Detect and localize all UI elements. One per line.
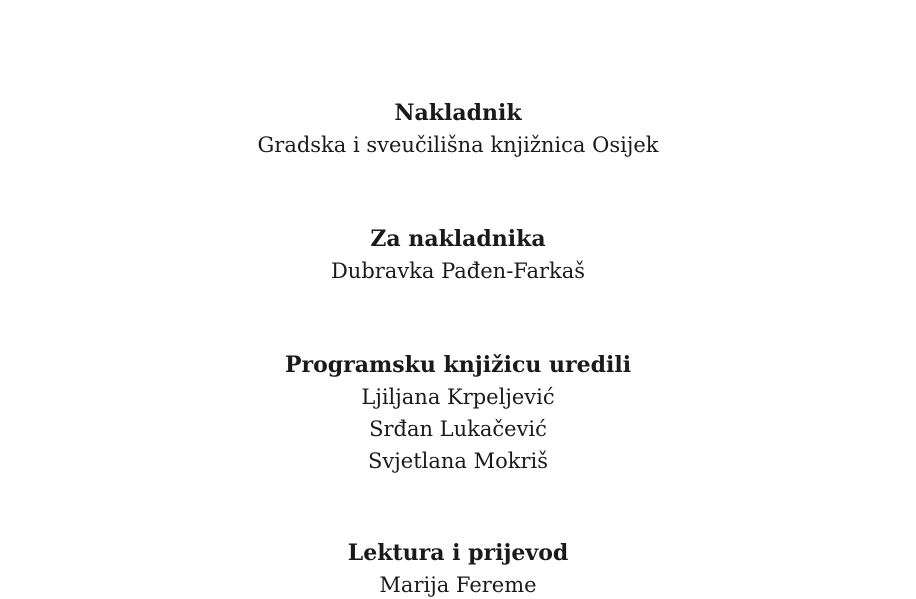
editors-heading: Programsku knjižicu uredili — [284, 352, 632, 378]
for-publisher-heading: Za nakladnika — [370, 226, 546, 252]
publisher-heading: Nakladnik — [394, 100, 522, 126]
proofreader-name: Marija Fereme — [379, 573, 537, 597]
editor-name-2: Srđan Lukačević — [369, 417, 547, 441]
for-publisher-name: Dubravka Pađen-Farkaš — [330, 259, 586, 283]
editor-name-1: Ljiljana Krpeljević — [361, 385, 555, 409]
editor-name-3: Svjetlana Mokriš — [368, 449, 548, 473]
proofreading-heading: Lektura i prijevod — [347, 540, 569, 566]
publisher-name: Gradska i sveučilišna knjižnica Osijek — [257, 133, 659, 157]
